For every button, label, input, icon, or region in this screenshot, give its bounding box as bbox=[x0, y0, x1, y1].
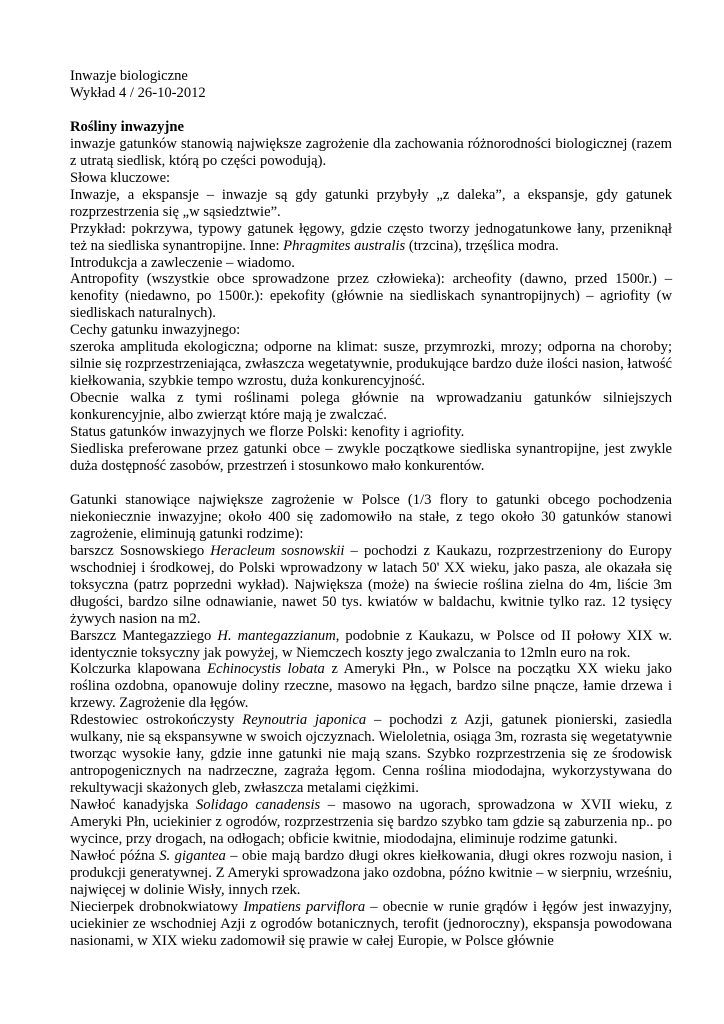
species-name: Heracleum sosnowskii bbox=[210, 542, 345, 559]
text-segment: – pochodzi z Azji, gatunek pionierski, zasiedla wulkany, nie są ekspansywne w swoich ojczyznach. Wieloletnia, osiąga 3m, rozrasta się wegetatywnie tworząc wysokie łany, gdzie inne gatunki nie mają szans. Szybko rozprzestrzenia się ze środowisk antropogenicznych na nadrzeczne, zagraża łęgom. Cenna roślina miododajna, wykorzystywana do rekultywacji skażonych gleb, zwłaszcza metalami ciężkimi. bbox=[70, 712, 673, 797]
text-segment: – obecnie w runie grądów i łęgów jest inwazyjny, uciekinier ze wschodniej Azji z ogrodów botanicznych, terofit (jednoroczny), ekspansja powodowana nasionami, w XIX wieku zadomowił się prawie w całej Europie, w Polsce głównie bbox=[70, 898, 672, 949]
paragraph-status: Status gatunków inwazyjnych we florze Polski: kenofity i agriofity. bbox=[70, 424, 465, 441]
paragraph-kolczurka bbox=[70, 661, 672, 712]
paragraph-cechy-label: Cechy gatunku inwazyjnego: bbox=[70, 322, 241, 339]
paragraph-barszcz-mantegazziego bbox=[70, 628, 672, 662]
paragraph-barszcz-sosnowskiego bbox=[70, 543, 672, 628]
paragraph-cechy: szeroka amplituda ekologiczna; odporne na klimat: susze, przymrozki, mrozy; odporna na choroby; silnie się rozprzestrzeniająca, zwłaszcza wegetatywnie, produkujące bardzo duże ilości nasion, łatwość kiełkowania, szybkie tempo wzrostu, duża konkurencyjność. bbox=[70, 339, 672, 390]
paragraph-example bbox=[70, 221, 672, 255]
text-segment: Przykład: pokrzywa, typowy gatunek łęgowy, gdzie często tworzy jednogatunkowe łany, przeniknął też na siedliska synantropijne. Inne: bbox=[70, 220, 672, 254]
paragraph-nawloc-kanadyjska bbox=[70, 797, 672, 848]
paragraph-inwazje: Inwazje, a ekspansje – inwazje są gdy gatunki przybyły „z daleka”, a ekspansje, gdy gatunek rozprzestrzenia się „w sąsiedztwie”. bbox=[70, 186, 672, 220]
spacer bbox=[70, 475, 672, 492]
species-name: H. mantegazzianum bbox=[217, 627, 336, 644]
text-segment: – pochodzi z Kaukazu, rozprzestrzeniony do Europy wschodniej i środkowej, do Polski wprowadzony w latach 50' XX wieku, jako pasza, ale okazała się toksyczna (patrz poprzedni wykład). Największa (może) na świecie roślina zielna do 4m, liście 3m długości, bardzo silne odnawianie, nawet 50 tys. kwiatów w baldachu, kwitnie tylko raz. 12 tysięcy żywych nasion na m2. bbox=[70, 542, 672, 627]
text-segment: Kolczurka klapowana bbox=[70, 661, 208, 678]
lecture-info: Wykład 4 / 26-10-2012 bbox=[70, 84, 206, 101]
text-segment: Barszcz Mantegazziego bbox=[70, 627, 218, 644]
paragraph-keywords-label: Słowa kluczowe: bbox=[70, 169, 171, 186]
species-name: Impatiens parviflora bbox=[243, 898, 366, 915]
species-name: Reynoutria japonica bbox=[242, 712, 367, 729]
text-segment: z Ameryki Płn., w Polsce na początku XX wieku jako roślina ozdobna, opanowuje doliny rzeczne, masowo na łęgach, bardzo silne pnącze, łamie drzewa i krzewy. Zagrożenie dla łęgów. bbox=[70, 661, 672, 712]
paragraph-siedliska: Siedliska preferowane przez gatunki obce – zwykle początkowe siedliska synantropijne, jest zwykle duża dostępność zasobów, przestrzeń i stosunkowo mało konkurentów. bbox=[70, 441, 672, 474]
paragraph-nawloc-pozna bbox=[70, 848, 672, 899]
section-heading: Rośliny inwazyjne bbox=[70, 118, 184, 135]
paragraph-antropofity: Antropofity (wszystkie obce sprowadzone przez człowieka): archeofity (dawno, przed 1500r.) – kenofity (niedawno, po 1500r.): epekofity (głównie na siedliskach synantropijnych) – agriofity (w siedliskach naturalnych). bbox=[70, 271, 672, 322]
species-name: Solidago canadensis bbox=[196, 797, 321, 814]
paragraph-walka: Obecnie walka z tymi roślinami polega głównie na wprowadzaniu gatunków silniejszych konkurencyjnie, albo zwierząt które mają je zwalczać. bbox=[70, 390, 672, 424]
text-segment: Nawłoć kanadyjska bbox=[70, 797, 196, 814]
text-segment: barszcz Sosnowskiego bbox=[70, 542, 211, 559]
paragraph-intro: inwazje gatunków stanowią największe zagrożenie dla zachowania różnorodności biologicznej (razem z utratą siedlisk, którą po części powodują). bbox=[70, 135, 672, 169]
species-name: S. gigantea bbox=[159, 847, 226, 864]
species-name: Phragmites australis bbox=[283, 237, 406, 254]
text-segment: , podobnie z Kaukazu, w Polsce od II połowy XIX w. identycznie toksyczny jak powyżej, w Niemczech koszty jego zwalczania to 12mln euro na rok. bbox=[70, 627, 672, 661]
text-segment: Niecierpek drobnokwiatowy bbox=[70, 898, 244, 915]
paragraph-gatunki: Gatunki stanowiące największe zagrożenie w Polsce (1/3 flory to gatunki obcego pochodzenia niekoniecznie inwazyjne; około 400 się zadomowiło na stałe, z tego około 30 gatunków stanowi zagrożenie, eliminują gatunki rodzime): bbox=[70, 491, 672, 542]
text-segment: – obie mają bardzo długi okres kiełkowania, długi okres rozwoju nasion, i produkcji generatywnej. Z Ameryki sprowadzona jako ozdobna, późno kwitnie – w sierpniu, wrześniu, najwięcej w dolinie Wisły, innych rzek. bbox=[70, 847, 673, 898]
paragraph-niecierpek bbox=[70, 899, 672, 950]
course-title: Inwazje biologiczne bbox=[70, 68, 188, 84]
text-segment: – masowo na ugorach, sprowadzona w XVII wieku, z Ameryki Płn, uciekinier z ogrodów, rozprzestrzenia się bardzo szybko tam gdzie są zaburzenia np.. po wycince, przy drogach, na odłogach; obficie kwitnie, miododajna, eliminuje rodzime gatunki. bbox=[70, 797, 672, 847]
text-segment: (trzcina), trzęślica modra. bbox=[405, 237, 559, 254]
spacer bbox=[70, 102, 672, 119]
species-name: Echinocystis lobata bbox=[207, 661, 325, 678]
paragraph-introdukcja: Introdukcja a zawleczenie – wiadomo. bbox=[70, 254, 295, 271]
paragraph-rdestowiec bbox=[70, 712, 672, 797]
text-segment: Nawłoć późna bbox=[70, 847, 160, 864]
text-segment: Rdestowiec ostrokończysty bbox=[70, 712, 243, 729]
